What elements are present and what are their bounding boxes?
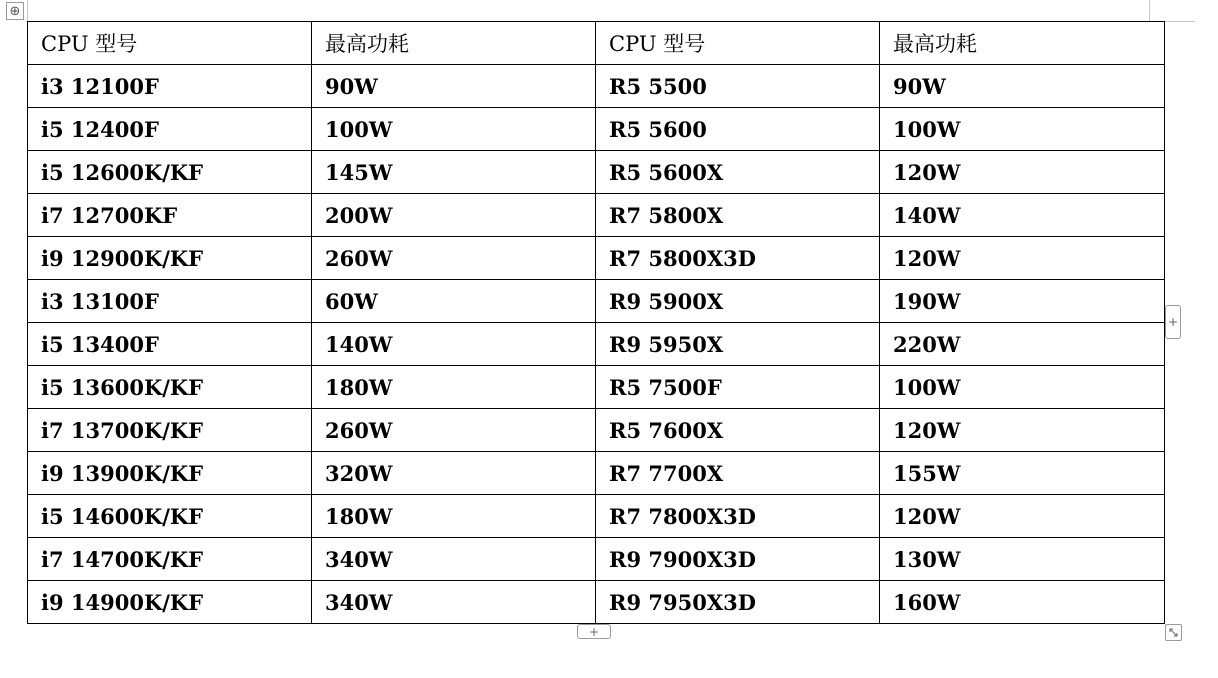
table-row [28,108,1165,151]
table-cell[interactable]: i5 13600K/KF [28,366,312,409]
table-cell[interactable]: 120W [880,151,1165,194]
add-row-icon[interactable]: + [577,624,611,639]
table-cell[interactable]: 155W [880,452,1165,495]
table-cell[interactable]: R7 5800X [596,194,880,237]
add-column-icon[interactable]: + [1165,305,1181,339]
table-cell[interactable]: 340W [312,538,596,581]
table-cell[interactable]: 260W [312,409,596,452]
header-cell-cpu-model[interactable]: CPU 型号 [596,22,880,65]
table-cell[interactable]: R9 7950X3D [596,581,880,624]
table-cell[interactable]: i5 12400F [28,108,312,151]
table-cell[interactable]: i5 12600K/KF [28,151,312,194]
table-row [28,538,1165,581]
table-cell[interactable]: 140W [880,194,1165,237]
table-header-row [28,22,1165,65]
table-cell[interactable]: R5 5500 [596,65,880,108]
table-cell[interactable]: R5 5600 [596,108,880,151]
cpu-power-table [27,21,1165,624]
table-cell[interactable]: i9 12900K/KF [28,237,312,280]
table-cell[interactable]: 180W [312,366,596,409]
table-cell[interactable]: i5 14600K/KF [28,495,312,538]
table-cell[interactable]: i3 12100F [28,65,312,108]
table-cell[interactable]: 120W [880,495,1165,538]
table-cell[interactable]: i7 14700K/KF [28,538,312,581]
table-resize-icon[interactable] [1165,624,1182,641]
page-margin-marker [27,0,28,22]
table-cell[interactable]: i5 13400F [28,323,312,366]
table-cell[interactable]: 340W [312,581,596,624]
header-cell-max-power[interactable]: 最高功耗 [880,22,1165,65]
header-cell-cpu-model[interactable]: CPU 型号 [28,22,312,65]
page-margin-marker [1149,0,1150,22]
table-cell[interactable]: R9 5950X [596,323,880,366]
table-cell[interactable]: 90W [312,65,596,108]
table-row [28,237,1165,280]
table-cell[interactable]: i7 12700KF [28,194,312,237]
table-row [28,194,1165,237]
table-cell[interactable]: R7 7800X3D [596,495,880,538]
table-cell[interactable]: R7 7700X [596,452,880,495]
table-row [28,495,1165,538]
table-cell[interactable]: R5 7600X [596,409,880,452]
table-cell[interactable]: 90W [880,65,1165,108]
table-row [28,581,1165,624]
table-row [28,280,1165,323]
table-cell[interactable]: i9 14900K/KF [28,581,312,624]
table-cell[interactable]: 260W [312,237,596,280]
table-cell[interactable]: 130W [880,538,1165,581]
table-row [28,65,1165,108]
table-cell[interactable]: R9 5900X [596,280,880,323]
table-cell[interactable]: R9 7900X3D [596,538,880,581]
table-cell[interactable]: 140W [312,323,596,366]
table-cell[interactable]: i7 13700K/KF [28,409,312,452]
table-cell[interactable]: R7 5800X3D [596,237,880,280]
header-cell-max-power[interactable]: 最高功耗 [312,22,596,65]
table-cell[interactable]: 100W [312,108,596,151]
table-cell[interactable]: 145W [312,151,596,194]
table-row [28,323,1165,366]
table-row [28,452,1165,495]
table-cell[interactable]: i9 13900K/KF [28,452,312,495]
table-cell[interactable]: 220W [880,323,1165,366]
table-cell[interactable]: 60W [312,280,596,323]
table-cell[interactable]: 200W [312,194,596,237]
table-row [28,409,1165,452]
table-cell[interactable]: i3 13100F [28,280,312,323]
table-row [28,151,1165,194]
table-cell[interactable]: R5 7500F [596,366,880,409]
table-cell[interactable]: 100W [880,366,1165,409]
table-cell[interactable]: 100W [880,108,1165,151]
table-move-icon[interactable]: ⊕ [6,2,24,20]
table-row [28,366,1165,409]
table-cell[interactable]: 190W [880,280,1165,323]
table-cell[interactable]: 120W [880,237,1165,280]
table-cell[interactable]: 180W [312,495,596,538]
table-cell[interactable]: 320W [312,452,596,495]
table-cell[interactable]: R5 5600X [596,151,880,194]
table-cell[interactable]: 120W [880,409,1165,452]
table-cell[interactable]: 160W [880,581,1165,624]
